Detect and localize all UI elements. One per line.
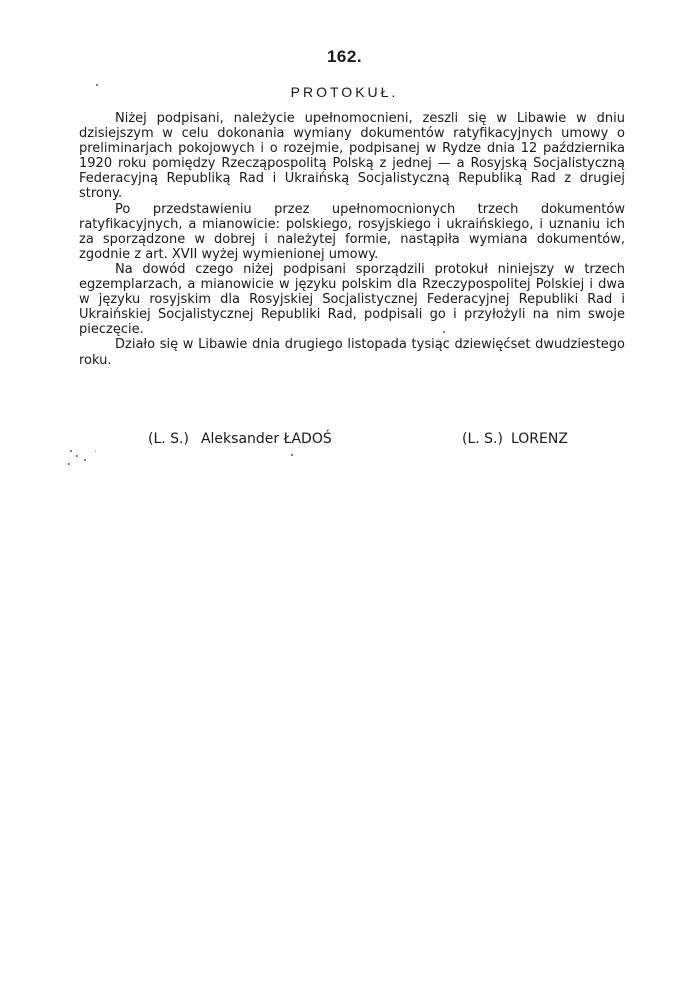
protocol-body <box>79 111 625 368</box>
scan-speck <box>76 455 78 457</box>
scan-speck <box>70 450 72 452</box>
scan-speck <box>68 463 70 465</box>
page-number: 162. <box>326 47 363 66</box>
signatory-name: LORENZ <box>510 431 568 447</box>
seal-mark: (L. S.) <box>462 431 503 447</box>
paragraph: Po przedstawieniu przez upełnomocnionych trzech dokumentów ratyfikacyjnych, a mianowicie: polskiego, rosyjskiego i ukraińskiego, i uznaniu ich za sporządzone w dobrej i należytej formie, nastąpiła wymiana dokumentów, zgodnie z art. XVII wyżej wymienionej umowy. <box>79 201 625 262</box>
signatory-name: Aleksander ŁADOŚ <box>200 431 332 447</box>
seal-mark: (L. S.) <box>148 431 189 447</box>
signature-right <box>462 431 568 447</box>
paragraph: Na dowód czego niżej podpisani sporządzili protokuł niniejszy w trzech egzemplarzach, a mianowicie w języku polskim dla Rzeczypospolitej Polskiej i dwa w języku rosyjskim dla Rosyjskiej Socjalistycznej Federacyjnej Republiki Rad i Ukraińskiej Socjalistycznej Republiki Rad, podpisali go i przyłożyli na nim swoje pieczęcie. <box>79 261 625 338</box>
signature-block <box>0 431 689 451</box>
scan-speck <box>291 454 293 456</box>
scan-speck <box>95 451 96 452</box>
scan-speck <box>96 84 98 86</box>
signature-left <box>148 431 332 447</box>
document-title: PROTOKUŁ. <box>290 84 399 100</box>
scan-speck <box>443 331 445 333</box>
paragraph: Niżej podpisani, należycie upełnomocnieni, zeszli się w Libawie w dniu dzisiejszym w celu dokonania wymiany dokumentów ratyfikacyjnych umowy o preliminarjach pokojowych i o rozejmie, podpisanej w Rydze dnia 12 października 1920 roku pomiędzy Rzecząpospolitą Polską z jednej — a Rosyjską Socjalistyczną Federacyjną Republiką Rad i Ukraińską Socjalistyczną Republiką Rad z drugiej strony. <box>79 111 625 202</box>
paragraph: Działo się w Libawie dnia drugiego listopada tysiąc dziewięćset dwudziestego roku. <box>79 337 625 368</box>
scan-speck <box>84 459 86 461</box>
